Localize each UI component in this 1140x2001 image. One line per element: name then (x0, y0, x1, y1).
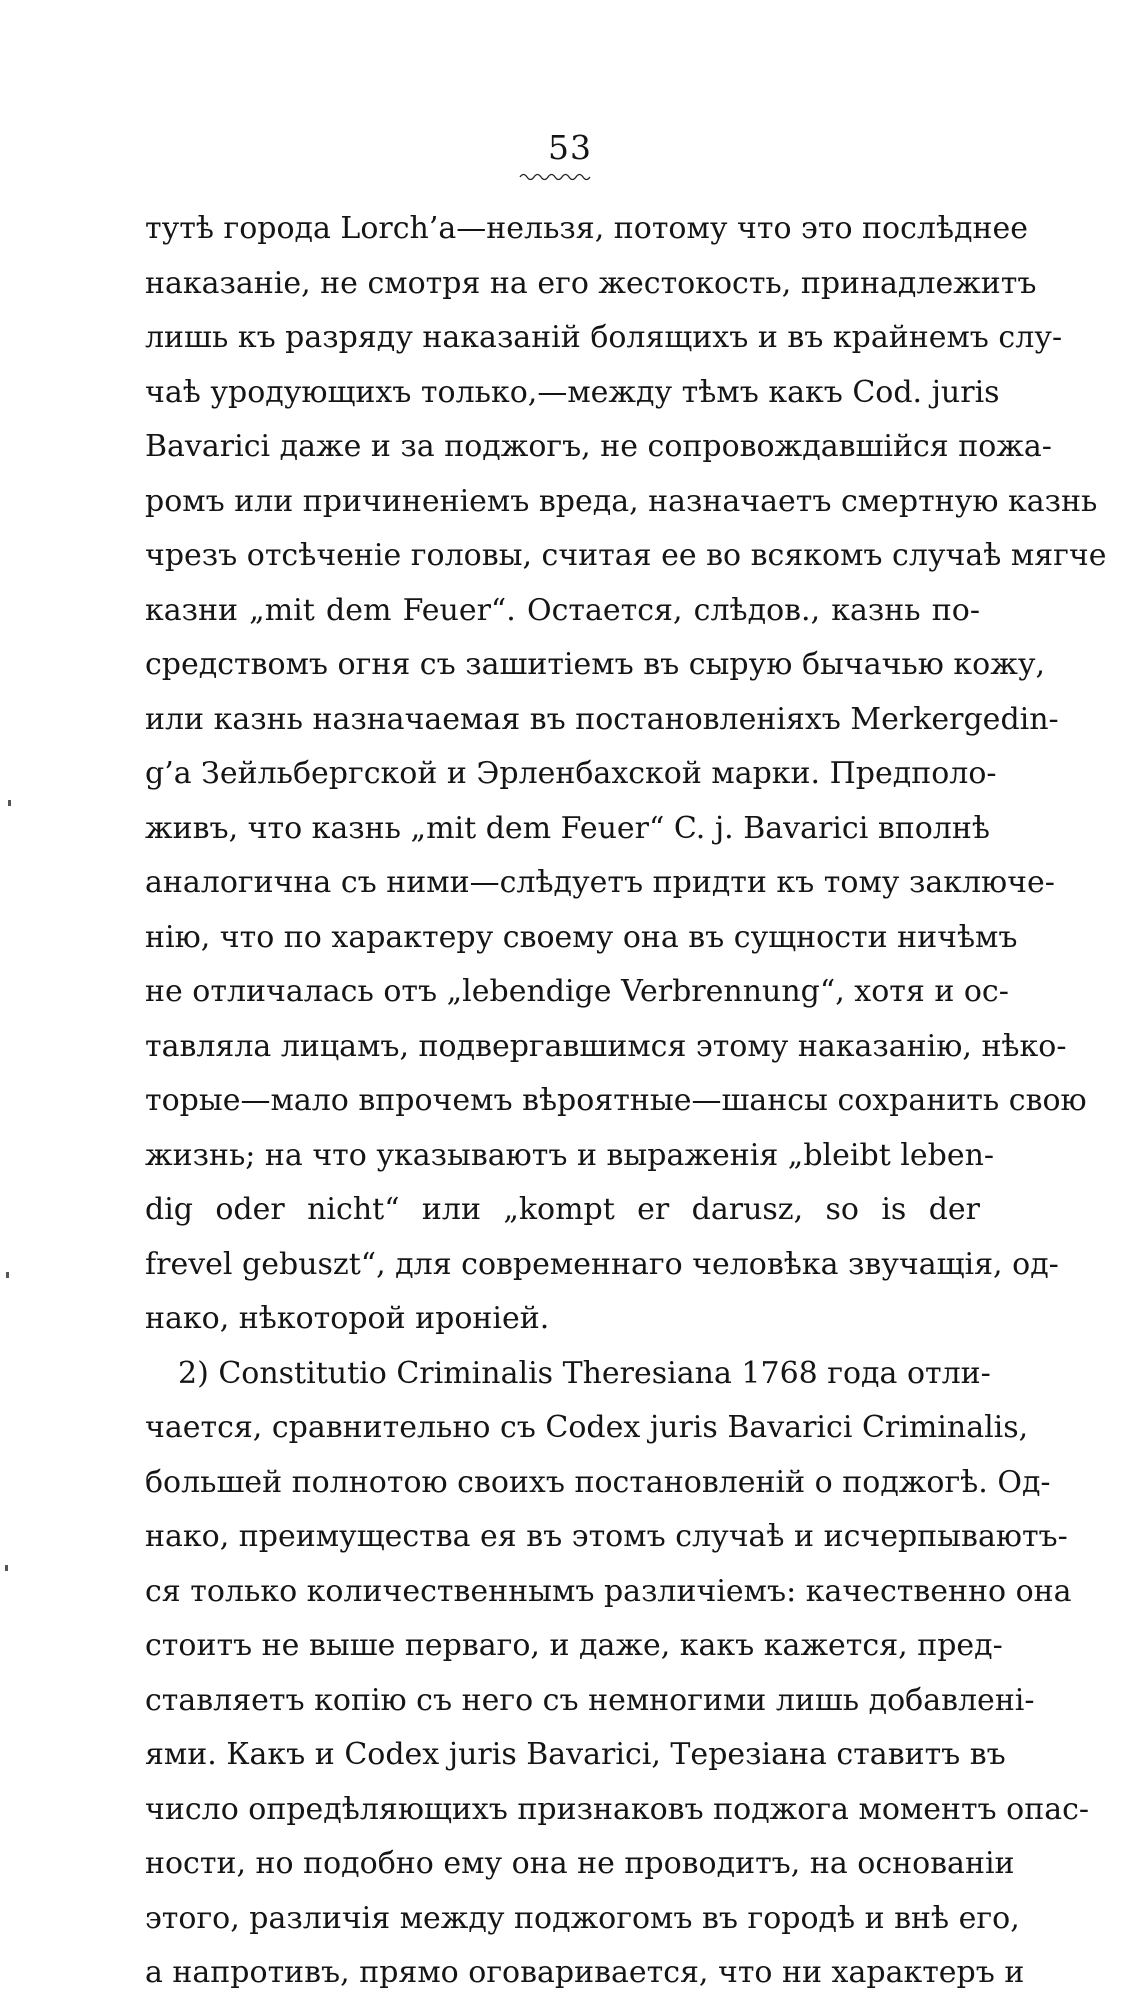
text-line: число опредѣляющихъ признаковъ поджога моментъ опас- (145, 1791, 1090, 1827)
text-line: ями. Какъ и Codex juris Bavarici, Терезіана ставитъ въ (145, 1737, 1006, 1772)
text-line: нако, преимущества ея въ этомъ случаѣ и исчерпываютъ- (145, 1519, 1068, 1554)
text-line: средствомъ огня съ зашитіемъ въ сырую бычачью кожу, (145, 647, 1046, 682)
text-line: ставляетъ копію съ него съ немногими лишь добавлені- (145, 1682, 1035, 1718)
text-line: лишь къ разряду наказаній болящихъ и въ крайнемъ слу- (145, 320, 1063, 355)
text-line: живъ, что казнь „mit dem Feuer“ C. j. Bavarici вполнѣ (145, 810, 990, 846)
text-line: чаѣ уродующихъ только,—между тѣмъ какъ Cod. juris (145, 374, 1000, 410)
text-line: не отличалась отъ „lebendige Verbrennung“, хотя и ос- (145, 974, 1009, 1009)
text-line: frevel gebuszt“, для современнаго человѣка звучащія, од- (145, 1246, 1059, 1282)
text-line: тавляла лицамъ, подвергавшимся этому наказанію, нѣко- (145, 1028, 1067, 1064)
text-line: чрезъ отсѣченіе головы, считая ее во всякомъ случаѣ мягче (145, 538, 1107, 573)
margin-speck (8, 800, 11, 806)
text-line: стоитъ не выше перваго, и даже, какъ кажется, пред- (145, 1628, 1003, 1663)
text-line: наказаніе, не смотря на его жестокость, принадлежитъ (145, 265, 1037, 301)
text-line: 2) Constitutio Criminalis Theresiana 1768 года отли- (178, 1355, 991, 1391)
text-line: dig oder nicht“ или „kompt er darusz, so is der (145, 1192, 980, 1227)
text-line: ромъ или причиненіемъ вреда, назначаетъ смертную казнь (145, 483, 1098, 519)
text-line: этого, различія между поджогомъ въ городѣ и внѣ его, (145, 1900, 1020, 1936)
margin-speck (5, 1565, 8, 1571)
margin-speck (6, 1272, 9, 1278)
text-line: большей полнотою своихъ постановленій о поджогѣ. Од- (145, 1464, 1051, 1500)
text-line: ся только количественнымъ различіемъ: качественно она (145, 1573, 1072, 1609)
text-line: жизнь; на что указываютъ и выраженія „bleibt leben- (145, 1137, 995, 1173)
body-text (145, 202, 1107, 2001)
text-line: аналогична съ ними—слѣдуетъ придти къ тому заключе- (145, 865, 1055, 900)
text-line: торые—мало впрочемъ вѣроятные—шансы сохранить свою (145, 1083, 1087, 1118)
text-line: а напротивъ, прямо оговаривается, что ни характеръ и (145, 1955, 1025, 1990)
text-line: нако, нѣкоторой ироніей. (145, 1301, 550, 1336)
text-line: чается, сравнительно съ Codex juris Bavarici Criminalis, (145, 1410, 1029, 1445)
text-line: Bavarici даже и за поджогъ, не сопровождавшійся пожа- (145, 429, 1052, 464)
page-number: 53 (548, 128, 592, 167)
text-line: или казнь назначаемая въ постановленіяхъ Merkergedin- (145, 701, 1059, 737)
page-number-ornament (520, 172, 590, 180)
text-line: g’a Зейльбергской и Эрленбахской марки. Предполо- (145, 756, 997, 791)
text-line: казни „mit dem Feuer“. Остается, слѣдов., казнь по- (145, 592, 980, 628)
text-line: тутѣ города Lorch’a—нельзя, потому что это послѣднее (145, 211, 1029, 246)
text-line: ности, но подобно ему она не проводитъ, на основаніи (145, 1846, 1015, 1881)
text-line: нію, что по характеру своему она въ сущности ничѣмъ (145, 919, 1018, 955)
